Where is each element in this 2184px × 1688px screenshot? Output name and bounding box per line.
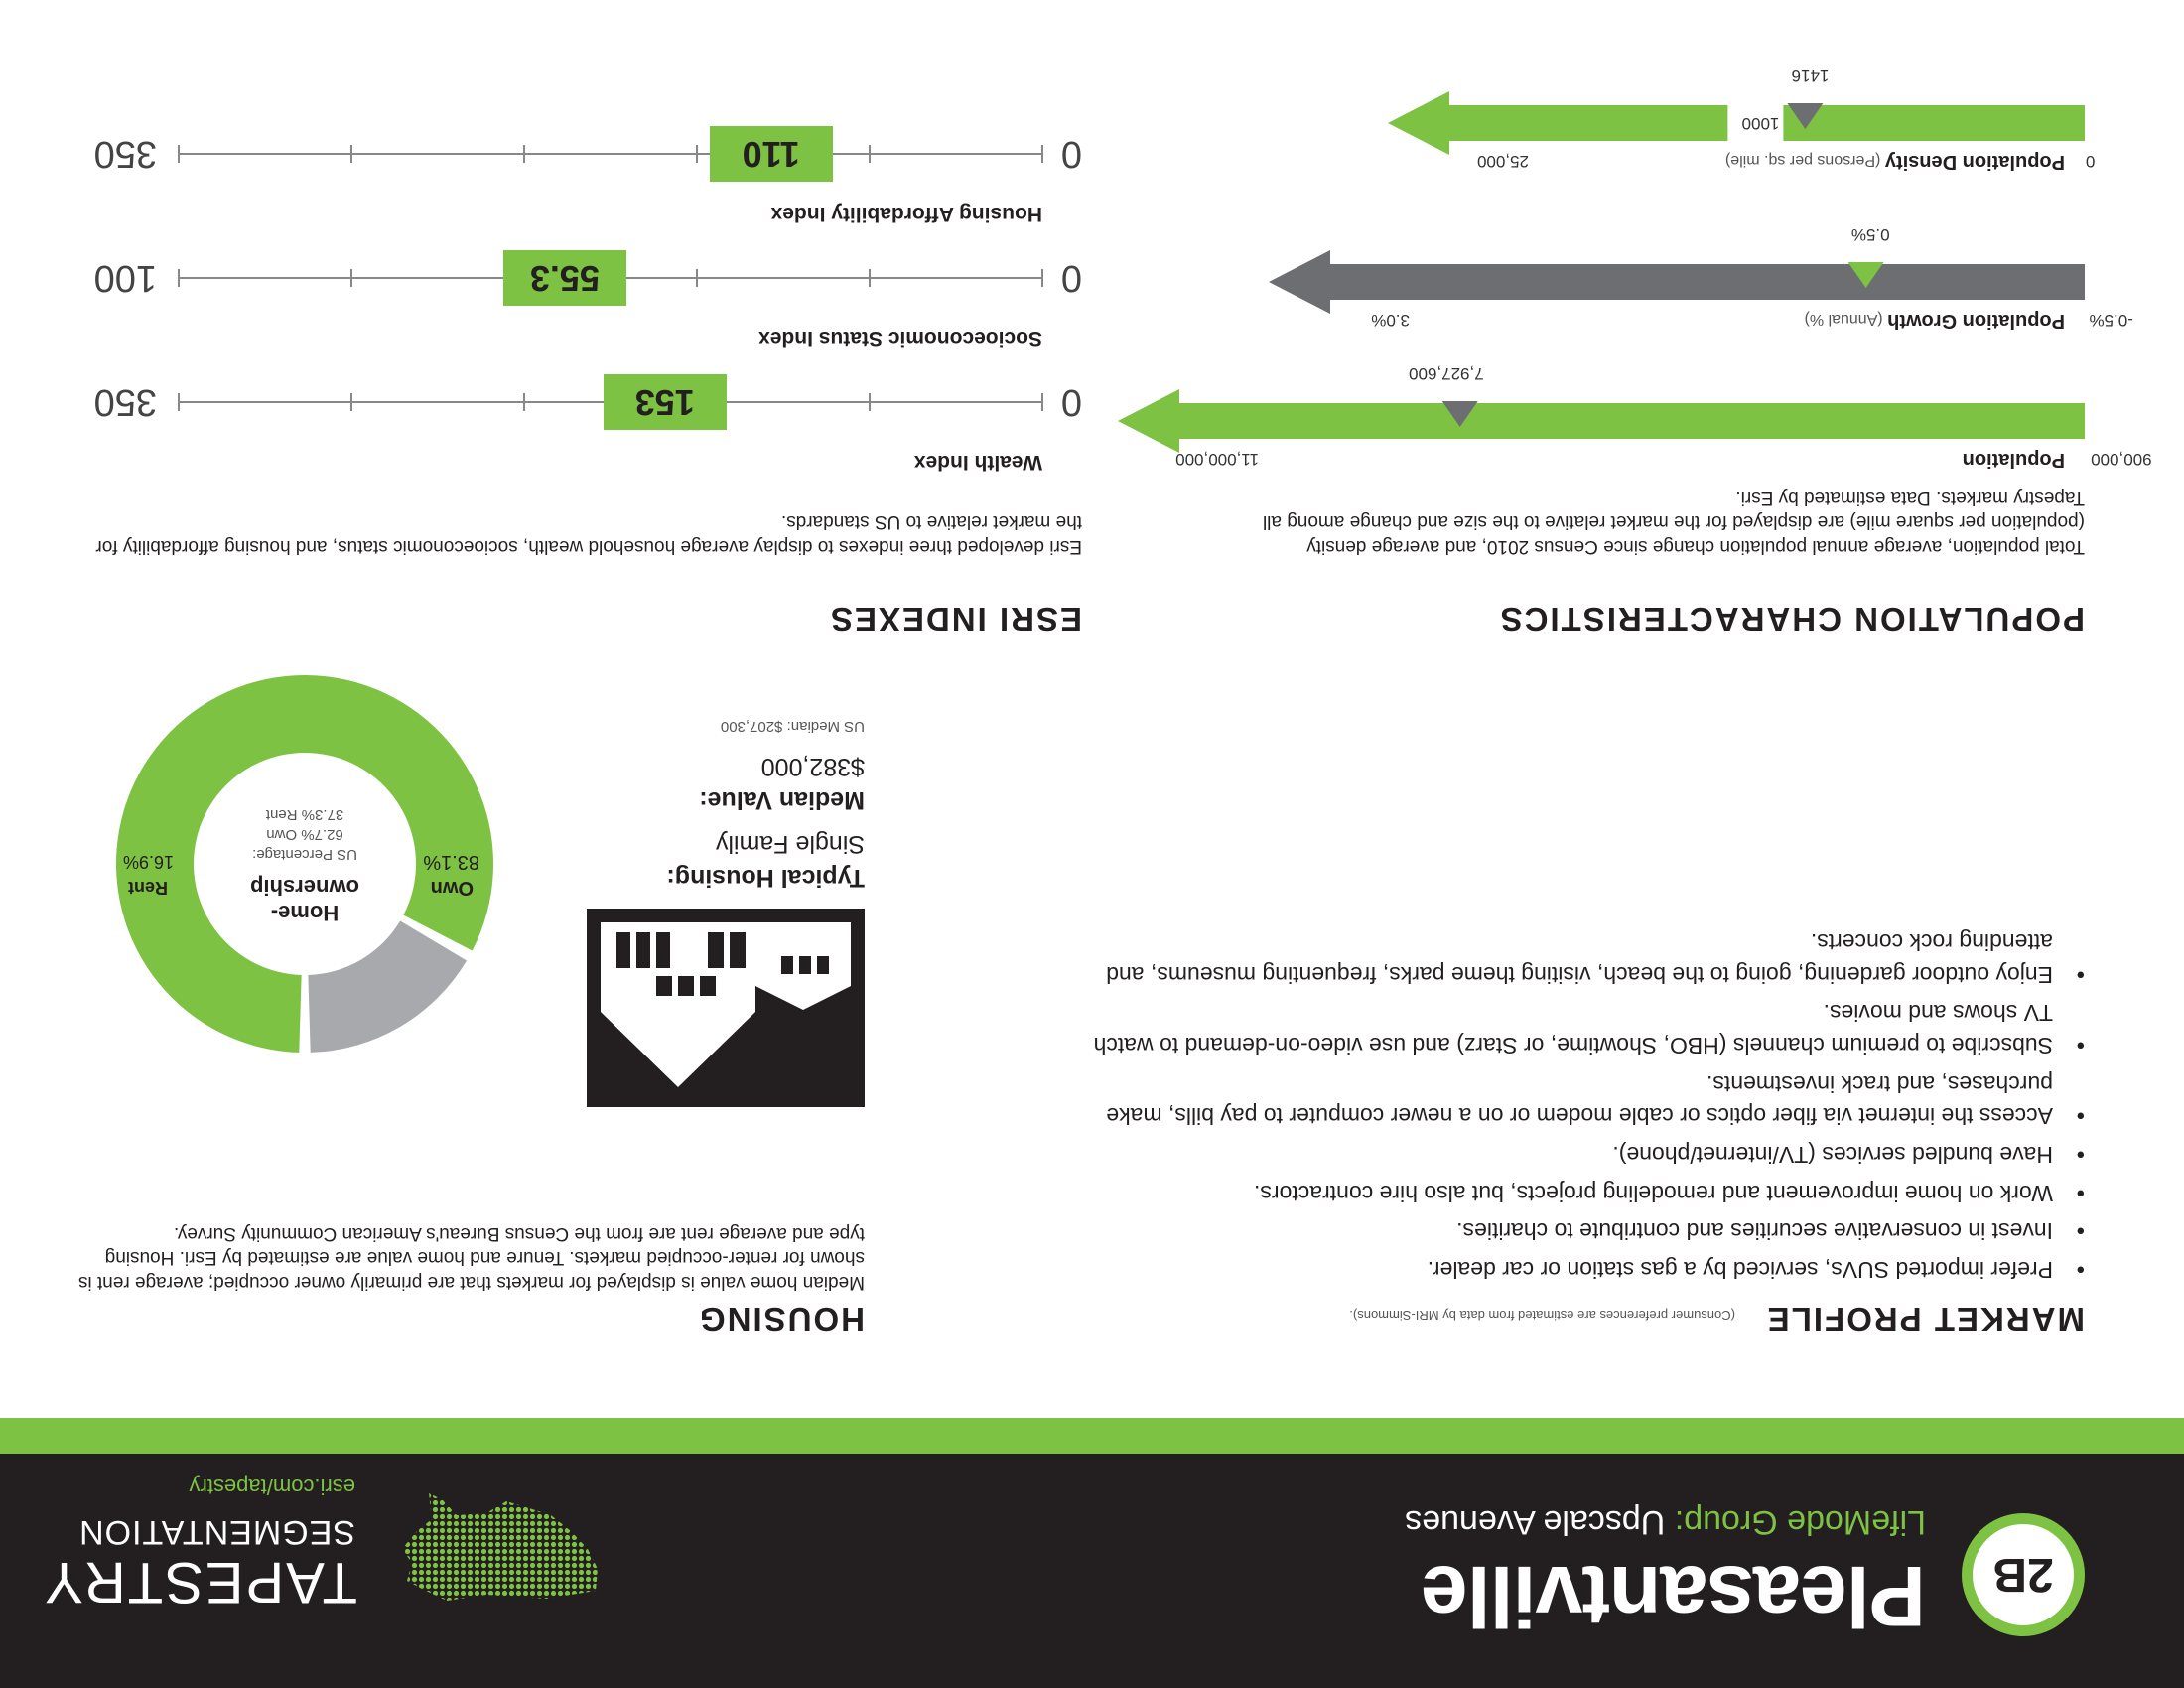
list-item: • Prefer imported SUVs, serviced by a gas station or car dealer. [1084, 1253, 2087, 1286]
market-profile-title: MARKET PROFILE [1765, 1301, 2085, 1337]
index-name-label: Housing Affordability Index [770, 203, 1042, 225]
population-bar-label [1963, 448, 2065, 471]
index-min-label: 0 [1060, 381, 1082, 423]
donut-center-title-1: Home- [270, 901, 340, 925]
index-name-label: Socioeconomic Status Index [758, 327, 1042, 350]
donut-center-title-2: ownership [249, 875, 360, 900]
rent-label: Rent [128, 878, 168, 898]
population-marker-label: 1416 [1791, 67, 1830, 85]
logo-segmentation: SEGMENTATION [78, 1513, 355, 1551]
population-min-label: -0.5% [2089, 311, 2133, 330]
index-value-box: 110 [710, 126, 833, 182]
index-max-label: 100 [93, 257, 157, 299]
index-min-label: 0 [1060, 257, 1082, 299]
lifemode-value: Upscale Avenues [1405, 1503, 1666, 1541]
population-bar-unit: (Persons per sq. mile) [1724, 152, 1885, 169]
housing-title: HOUSING [697, 1301, 865, 1337]
own-value: 83.1% [423, 851, 479, 873]
list-item: • Subscribe to premium channels (HBO, Showtime, or Starz) and use video-on-demand to watch TV shows and movies. [1084, 997, 2087, 1061]
list-item: • Have bundled services (TV/internet/phone). [1084, 1138, 2087, 1171]
index-value-box: 153 [604, 374, 727, 430]
esri-indexes-title: ESRI INDEXES [828, 601, 1082, 637]
population-min-label: 900,000 [2091, 450, 2152, 469]
list-item: • Invest in conservative securities and contribute to charities. [1084, 1215, 2087, 1248]
population-bar-name: Population [1962, 449, 2065, 471]
donut-us-own: 62.7% Own [266, 826, 343, 843]
population-bar-name: Population Growth [1887, 310, 2065, 332]
index-min-label: 0 [1060, 133, 1082, 175]
population-bar-name: Population Density [1884, 151, 2065, 173]
population-arrow-bar [1118, 389, 2085, 453]
population-arrow-bar [1269, 250, 2085, 314]
index-name-label: Wealth Index [913, 451, 1042, 474]
index-max-label: 350 [93, 381, 157, 423]
esri-indexes-description: Esri developed three indexes to display average household wealth, socioeconomic status, and housing affordability for the market relative to US standards. [95, 511, 1082, 557]
list-item: • Enjoy outdoor gardening, going to the beach, visiting theme parks, frequenting museums, and attending rock concerts. [1084, 925, 2087, 990]
donut-us-label: US Percentage: [252, 846, 357, 863]
donut-us-rent: 37.3% Rent [265, 806, 344, 823]
population-marker-label: 0.5% [1850, 225, 1890, 244]
list-item: • Work on home improvement and remodeling projects, but also hire contractors. [1084, 1177, 2087, 1209]
population-description: Total population, average annual population change since Census 2010, and average density (population per square mile) are displayed for the market relative to the size and change among all Tapestry markets. Data estimated by Esri. [1262, 487, 2085, 557]
population-title: POPULATION CHARACTERISTICS [1498, 601, 2085, 637]
population-arrow-charts [1092, 0, 2184, 1688]
population-marker-label: 7,927,600 [1409, 364, 1484, 383]
typical-housing-label: Typical Housing: [666, 864, 865, 892]
list-item: • Access the internet via fiber optics or cable modem or on a newer computer to pay bills, make purchases, and track investments. [1084, 1067, 2087, 1132]
logo-url: esri.com/tapestry [189, 1475, 355, 1499]
us-median-value: US Median: $207,300 [720, 718, 865, 735]
population-min-label: 0 [2085, 152, 2096, 171]
population-max-label: 25,000 [1477, 152, 1529, 171]
index-value-box: 55.3 [503, 250, 626, 306]
logo-tapestry: TAPESTRY [43, 1550, 357, 1615]
population-bar-label [1805, 309, 2065, 332]
population-max-label: 11,000,000 [1175, 450, 1259, 469]
own-label: Own [430, 877, 474, 899]
population-inner-label: 1000 [1741, 114, 1780, 133]
segment-code-badge: 2B [1962, 1513, 2085, 1636]
market-profile-note: (Consumer preferences are estimated from data by MRI-Simmons). [1349, 1308, 1735, 1323]
population-max-label: 3.0% [1371, 311, 1410, 330]
rent-value: 16.9% [122, 852, 174, 872]
typical-housing-value: Single Family [715, 830, 865, 858]
median-value: $382,000 [760, 753, 865, 780]
index-max-label: 350 [93, 133, 157, 175]
population-bar-label [1725, 150, 2065, 173]
segment-name: Pleasantville [1421, 1548, 1926, 1643]
median-value-label: Median Value: [699, 786, 865, 814]
housing-description: Median home value is displayed for markets that are primarily owner occupied; average rent is shown for renter-occupied markets. Tenure and home value are estimated by Esri. Housing type and average rent are from the Census Bureau's American Community Survey. [77, 1222, 865, 1293]
population-bar-unit: (Annual %) [1804, 311, 1888, 328]
lifemode-label: LifeMode Group: [1674, 1503, 1926, 1541]
